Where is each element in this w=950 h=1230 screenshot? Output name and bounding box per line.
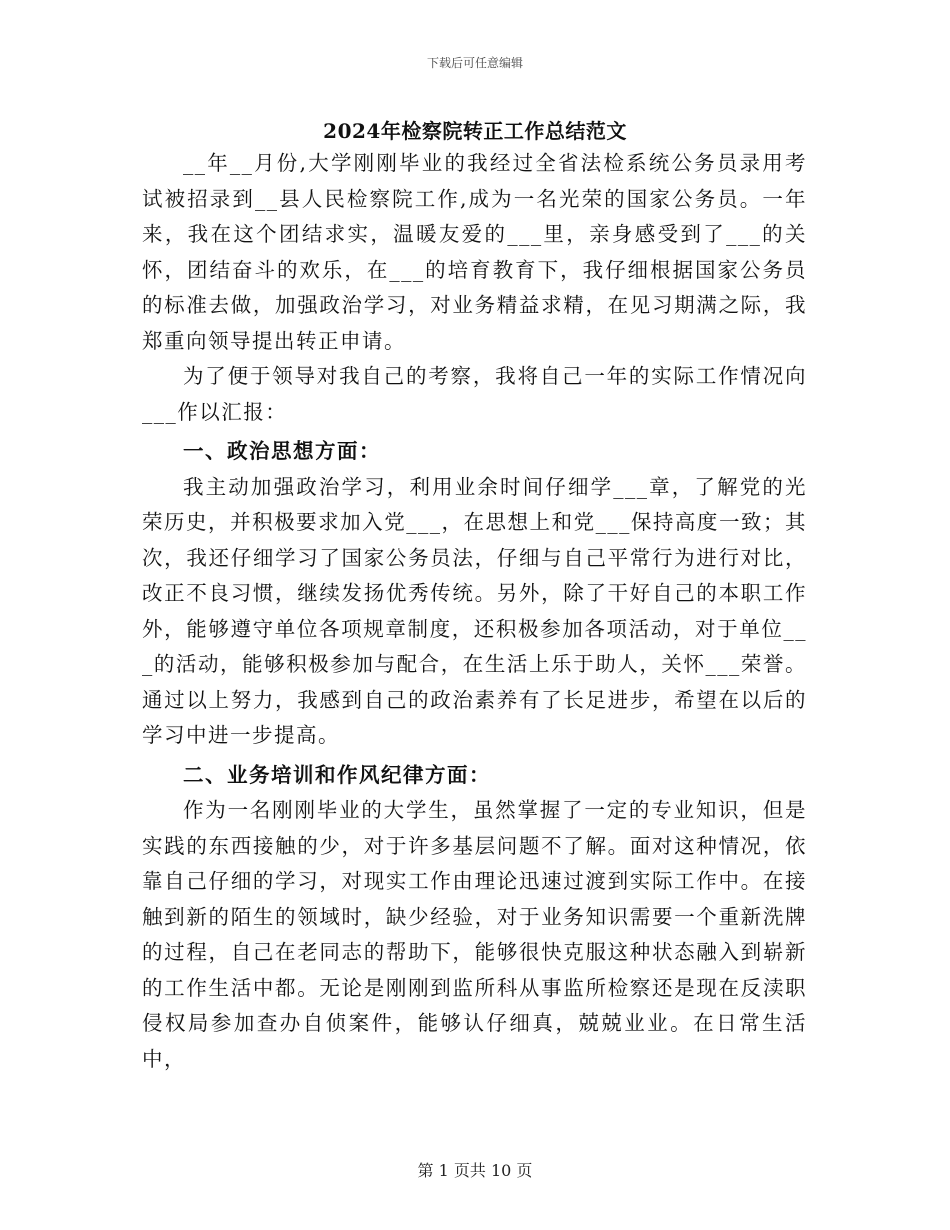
page-number-footer: 第 1 页共 10 页 bbox=[417, 1161, 533, 1180]
page-header-note: 下载后可任意编辑 bbox=[426, 56, 523, 70]
document-body bbox=[142, 146, 807, 1077]
document-title: 2024年检察院转正工作总结范文 bbox=[323, 119, 627, 143]
paragraph-report: 为了便于领导对我自己的考察，我将自己一年的实际工作情况向___作以汇报： bbox=[142, 364, 807, 424]
paragraph-training: 作为一名刚刚毕业的大学生，虽然掌握了一定的专业知识，但是实践的东西接触的少，对于许多基层问题不了解。面对这种情况，依靠自己仔细的学习，对现实工作由理论迅速过渡到实际工作中。在接触到新的陌生的领域时，缺少经验，对于业务知识需要一个重新洗牌的过程，自己在老同志的帮助下，能够很快克服这种状态融入到崭新的工作生活中都。无论是刚刚到监所科从事监所检察还是现在反渎职侵权局参加查办自侦案件，能够认仔细真，兢兢业业。在日常生活中， bbox=[142, 798, 807, 1071]
paragraph-intro: __年__月份,大学刚刚毕业的我经过全省法检系统公务员录用考试被招录到__县人民检察院工作,成为一名光荣的国家公务员。一年来，我在这个团结求实，温暖友爱的___里，亲身感受到了___的关怀，团结奋斗的欢乐，在___的培育教育下，我仔细根据国家公务员的标准去做，加强政治学习，对业务精益求精，在见习期满之际，我郑重向领导提出转正申请。 bbox=[142, 151, 807, 353]
paragraph-political: 我主动加强政治学习，利用业余时间仔细学___章，了解党的光荣历史，并积极要求加入党___，在思想上和党___保持高度一致；其次，我还仔细学习了国家公务员法，仔细与自己平常行为进行对比，改正不良习惯，继续发扬优秀传统。另外，除了干好自己的本职工作外，能够遵守单位各项规章制度，还积极参加各项活动，对于单位___的活动，能够积极参加与配合，在生活上乐于助人，关怀___荣誉。通过以上努力，我感到自己的政治素养有了长足进步，希望在以后的学习中进一步提高。 bbox=[142, 474, 807, 747]
section-heading-political: 一、政治思想方面： bbox=[183, 439, 381, 463]
section-heading-training: 二、业务培训和作风纪律方面： bbox=[183, 762, 491, 787]
